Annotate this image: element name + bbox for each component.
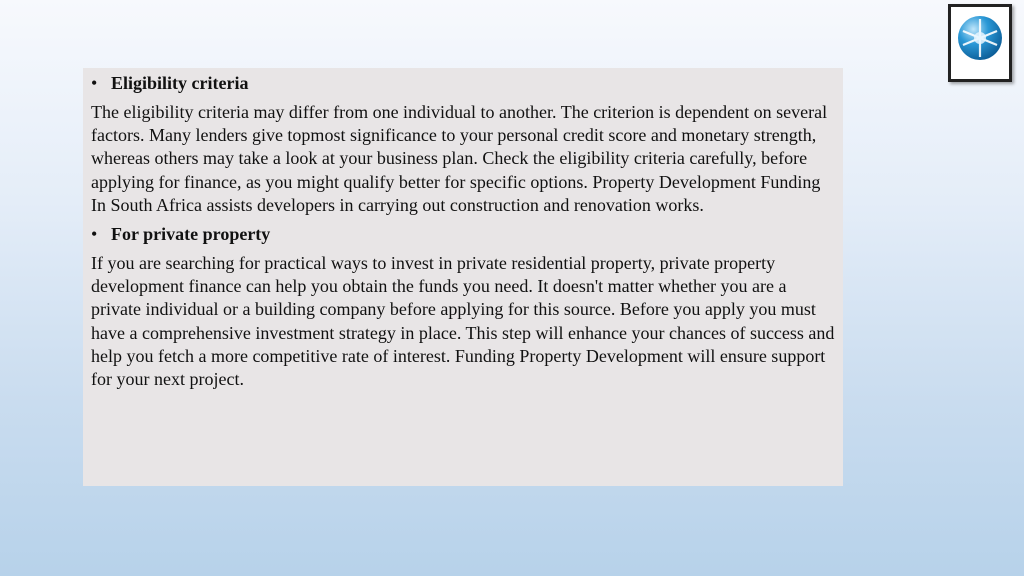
bullet-icon: • [91,224,98,245]
content-panel [83,68,843,486]
heading-text: Eligibility criteria [111,73,249,93]
section-heading-eligibility [91,72,835,94]
tuhf-logo [948,4,1012,82]
bullet-icon: • [91,73,98,93]
paragraph-eligibility: The eligibility criteria may differ from one individual to another. The criterion is dependent on several factors. Many lenders give topmost significance to your personal credit score and monetary strength, whereas others may take a look at your business plan. Check the eligibility criteria carefully, before applying for finance, as you might qualify better for specific options. Property Development Funding In South Africa assists developers in carrying out construction and renovation works. [91,102,828,215]
logo-text: TUHF [967,62,993,72]
section-heading-private-property [91,223,835,245]
heading-text: For private property [111,224,271,245]
paragraph-private-property: If you are searching for practical ways to invest in private residential property, private property development finance can help you obtain the funds you need. It doesn't matter whether you are a private individual or a building company before applying for this source. Before you apply you must have a comprehensive investment strategy in place. This step will enhance your chances of success and help you fetch a more competitive rate of interest. Funding Property Development will ensure support for your next project. [91,253,835,390]
globe-logo-icon [955,13,1005,63]
